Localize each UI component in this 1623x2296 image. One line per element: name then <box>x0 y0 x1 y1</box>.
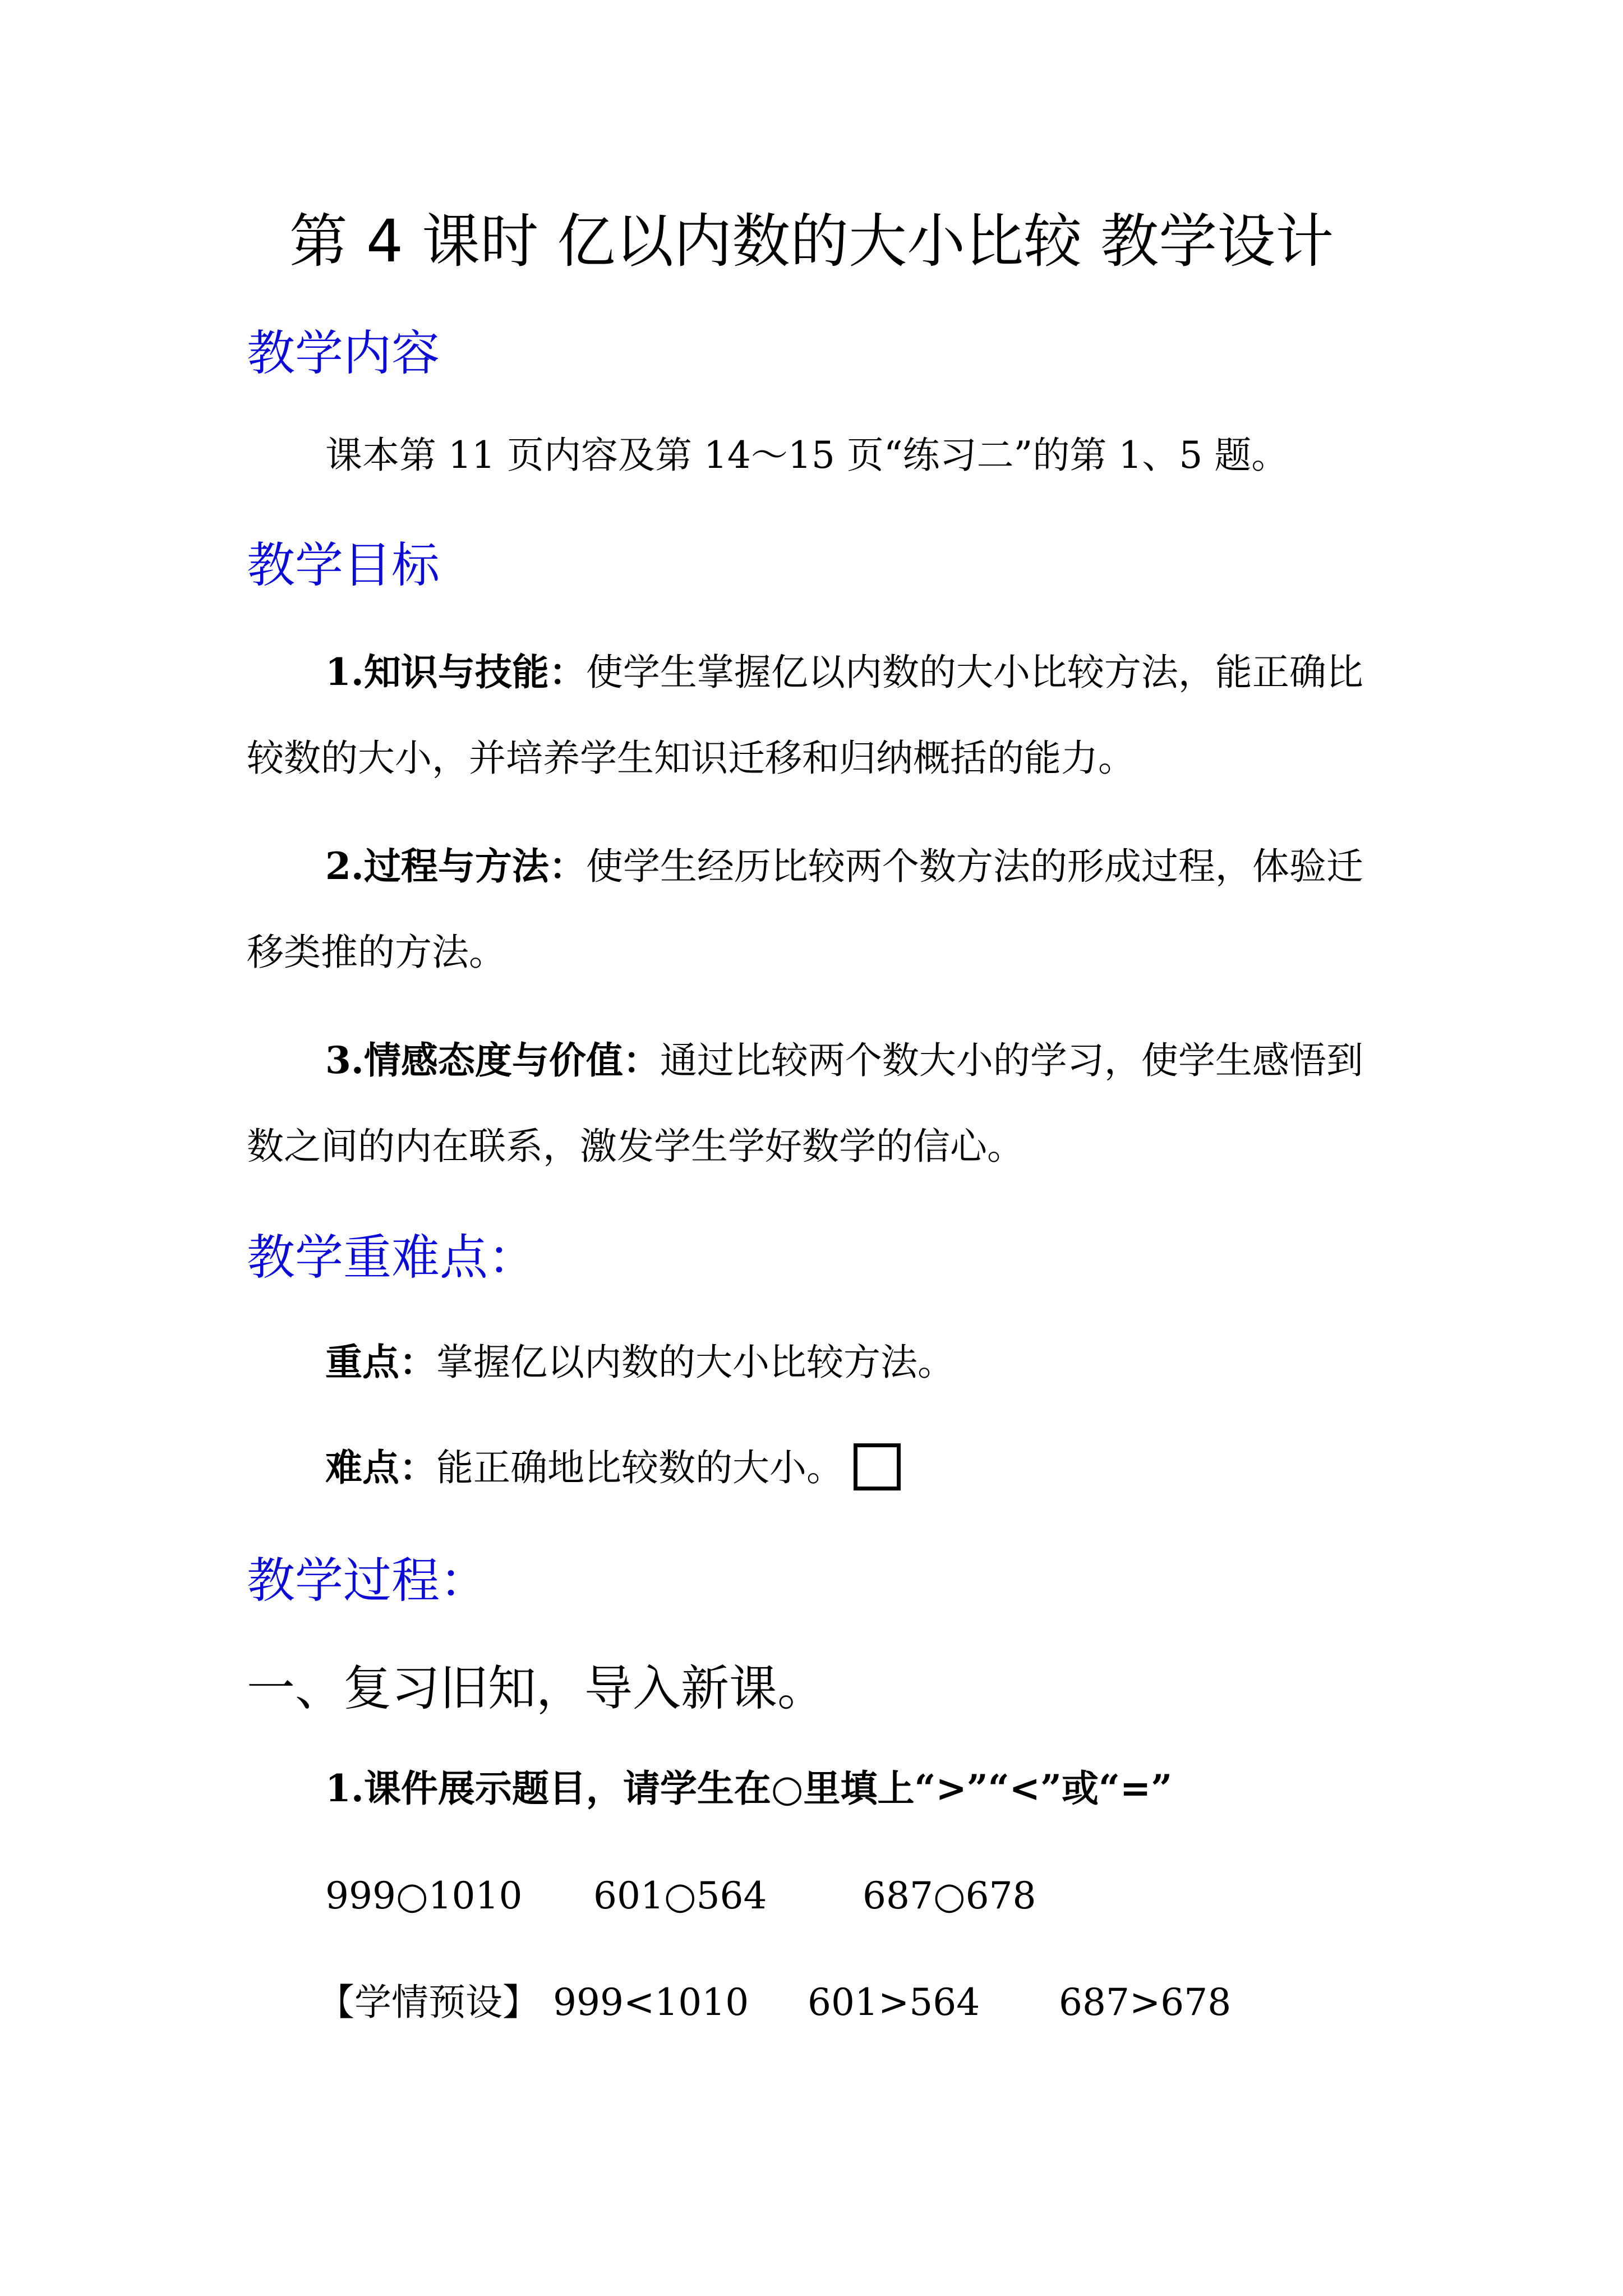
difficult-point-line <box>325 1439 901 1496</box>
goal-2-label: 2.过程与方法： <box>325 844 586 888</box>
exercise-2: 601○564 <box>593 1874 767 1917</box>
exercise-3: 687○678 <box>863 1874 1036 1917</box>
answer-2: 601>564 <box>808 1981 980 2024</box>
goal-1-label: 1.知识与技能： <box>325 650 586 694</box>
goal-3-line-1 <box>325 1032 1363 1089</box>
goal-3-text: 通过比较两个数大小的学习，使学生感悟到 <box>660 1039 1363 1082</box>
document-title: 第 4 课时 亿以内数的大小比较 教学设计 <box>289 207 1334 275</box>
empty-checkbox-square <box>854 1443 901 1490</box>
goal-1-line-2: 较数的大小，并培养学生知识迁移和归纳概括的能力。 <box>247 737 1135 780</box>
key-point-line <box>325 1334 955 1391</box>
section-heading-process: 教学过程： <box>247 1553 488 1609</box>
key-point-label: 重点： <box>325 1340 436 1384</box>
section-heading-key-points: 教学重难点： <box>247 1230 536 1286</box>
goal-3-label: 3.情感态度与价值： <box>325 1038 660 1082</box>
goal-2-line-1 <box>325 838 1363 895</box>
section-heading-content: 教学内容 <box>247 325 440 381</box>
section-heading-goals: 教学目标 <box>247 537 440 593</box>
exercise-1: 999○1010 <box>325 1874 523 1917</box>
goal-2-text: 使学生经历比较两个数方法的形成过程，体验迁 <box>585 845 1363 888</box>
goal-1-line-1 <box>325 644 1363 701</box>
content-text: 课本第 11 页内容及第 14～15 页“练习二”的第 1、5 题。 <box>325 434 1289 477</box>
part-1-heading: 一、复习旧知，导入新课。 <box>247 1660 826 1717</box>
goal-2-line-2: 移类推的方法。 <box>247 931 506 974</box>
answer-1: 999<1010 <box>553 1981 749 2024</box>
difficult-point-text: 能正确地比较数的大小。 <box>436 1446 843 1489</box>
task-1-text: 1.课件展示题目，请学生在○里填上“>”“<”或“=” <box>325 1766 1173 1810</box>
preset-label: 【学情预设】 <box>317 1981 540 2024</box>
key-point-text: 掌握亿以内数的大小比较方法。 <box>436 1341 955 1384</box>
answer-3: 687>678 <box>1059 1981 1232 2024</box>
goal-1-text: 使学生掌握亿以内数的大小比较方法，能正确比 <box>585 651 1363 694</box>
goal-3-line-2: 数之间的内在联系，激发学生学好数学的信心。 <box>247 1125 1024 1168</box>
difficult-point-label: 难点： <box>325 1446 436 1489</box>
